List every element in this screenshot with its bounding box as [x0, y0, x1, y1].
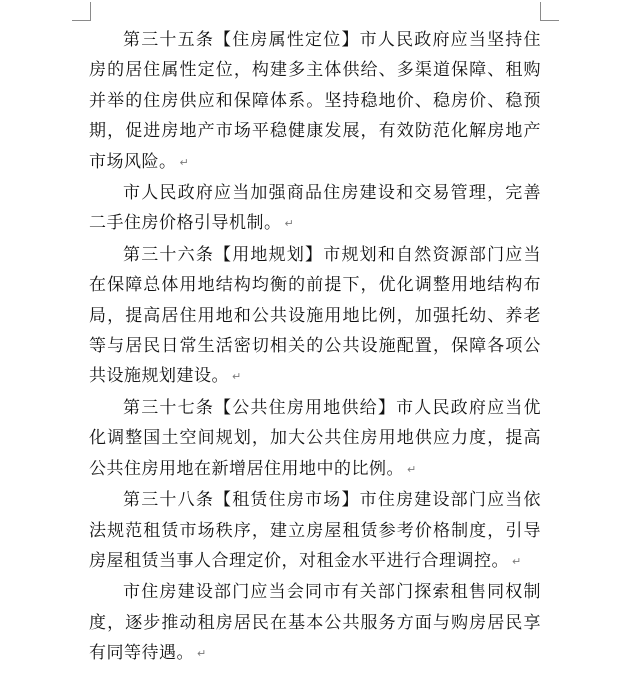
paragraph-text: 第三十七条【公共住房用地供给】市人民政府应当优化调整国土空间规划，加大公共住房用地供应力度，提高公共住房用地在新增居住用地中的比例。	[89, 397, 541, 479]
paragraph-article-37	[89, 393, 541, 485]
paragraph-text: 第三十六条【用地规划】市规划和自然资源部门应当在保障总体用地结构均衡的前提下，优化调整用地结构布局，提高居住用地和公共设施用地比例，加强托幼、养老等与居民日常生活密切相关的公共设施配置，保障各项公共设施规划建设。	[89, 244, 541, 387]
paragraph-mark-icon: ↵	[284, 217, 294, 231]
paragraph-text: 第三十五条【住房属性定位】市人民政府应当坚持住房的居住属性定位，构建多主体供给、多渠道保障、租购并举的住房供应和保障体系。坚持稳地价、稳房价、稳预期，促进房地产市场平稳健康发展，有效防范化解房地产市场风险。	[89, 30, 541, 172]
paragraph-article-36	[89, 240, 541, 393]
paragraph-article-35-clause-2	[89, 178, 541, 240]
paragraph-article-35	[89, 25, 541, 178]
margin-corner-top-left	[72, 2, 91, 21]
paragraph-article-38	[89, 485, 541, 577]
paragraph-text: 第三十八条【租赁住房市场】市住房建设部门应当依法规范租赁市场秩序，建立房屋租赁参考价格制度，引导房屋租赁当事人合理定价，对租金水平进行合理调控。	[89, 490, 541, 571]
paragraph-article-38-clause-2	[89, 577, 541, 669]
margin-corner-top-right	[540, 2, 559, 21]
paragraph-mark-icon: ↵	[232, 370, 242, 384]
paragraph-mark-icon: ↵	[512, 554, 522, 568]
document-body[interactable]	[89, 25, 541, 670]
paragraph-text: 市人民政府应当加强商品住房建设和交易管理，完善二手住房价格引导机制。	[89, 183, 541, 234]
paragraph-mark-icon: ↵	[197, 647, 207, 661]
paragraph-mark-icon: ↵	[179, 155, 189, 169]
paragraph-text: 市住房建设部门应当会同市有关部门探索租售同权制度，逐步推动租房居民在基本公共服务方面与购房居民享有同等待遇。	[89, 582, 541, 664]
paragraph-mark-icon: ↵	[407, 462, 417, 476]
